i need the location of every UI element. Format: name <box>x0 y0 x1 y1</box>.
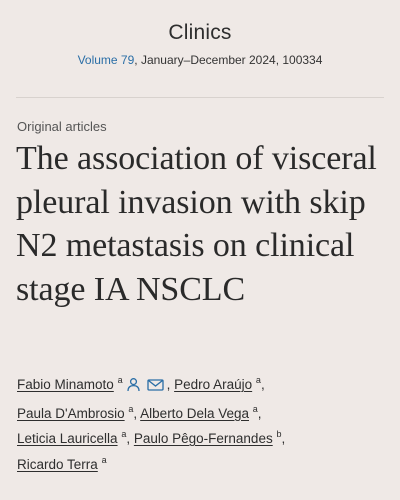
author-item <box>140 403 258 421</box>
journal-header <box>0 0 400 68</box>
affiliation-sup[interactable]: a <box>252 403 258 414</box>
person-icon[interactable] <box>126 375 141 401</box>
author-item <box>17 431 126 446</box>
author-list: Fabio Minamoto $^a$ , Pedro Araújo $^a$, Paula D'Ambrosio $^a$, Alberto Dela Vega $^a$, Leticia Lauricella $^a$, Paulo Pêgo-Fernandes $^b$, Ricardo Terra $^a$ <box>17 375 286 472</box>
issue-meta <box>0 52 400 68</box>
author-item <box>17 403 134 421</box>
volume-link[interactable]: Volume 79 <box>77 53 135 67</box>
affiliation-sup[interactable]: a <box>121 429 127 439</box>
article-category: Original articles <box>17 119 107 134</box>
issue-info: , January–December 2024, 100334 <box>134 53 323 67</box>
affiliation-sup[interactable]: a <box>101 454 107 465</box>
author-name[interactable]: Leticia Lauricella <box>17 431 118 446</box>
author-name[interactable]: Fabio Minamoto <box>17 377 114 392</box>
author-name[interactable]: Ricardo Terra <box>17 456 98 472</box>
author-name[interactable]: Paula D'Ambrosio <box>17 405 125 421</box>
author-name[interactable]: Pedro Araújo <box>174 377 253 392</box>
affiliation-sup[interactable]: a <box>117 375 123 385</box>
author-item <box>17 454 107 472</box>
journal-name[interactable]: Clinics <box>168 21 232 44</box>
author-item <box>134 431 282 446</box>
author-name[interactable]: Alberto Dela Vega <box>140 405 249 421</box>
article-title: The association of visceral pleural invasion with skip N2 metastasis on clinical stage IA NSCLC <box>16 140 377 308</box>
header-divider <box>16 97 384 98</box>
affiliation-sup[interactable]: a <box>255 375 261 385</box>
email-icon[interactable] <box>147 375 164 401</box>
affiliation-sup[interactable]: b <box>276 429 282 439</box>
affiliation-sup[interactable]: a <box>128 403 134 414</box>
author-item <box>17 377 123 392</box>
author-item <box>174 377 261 392</box>
author-name[interactable]: Paulo Pêgo-Fernandes <box>133 431 273 446</box>
